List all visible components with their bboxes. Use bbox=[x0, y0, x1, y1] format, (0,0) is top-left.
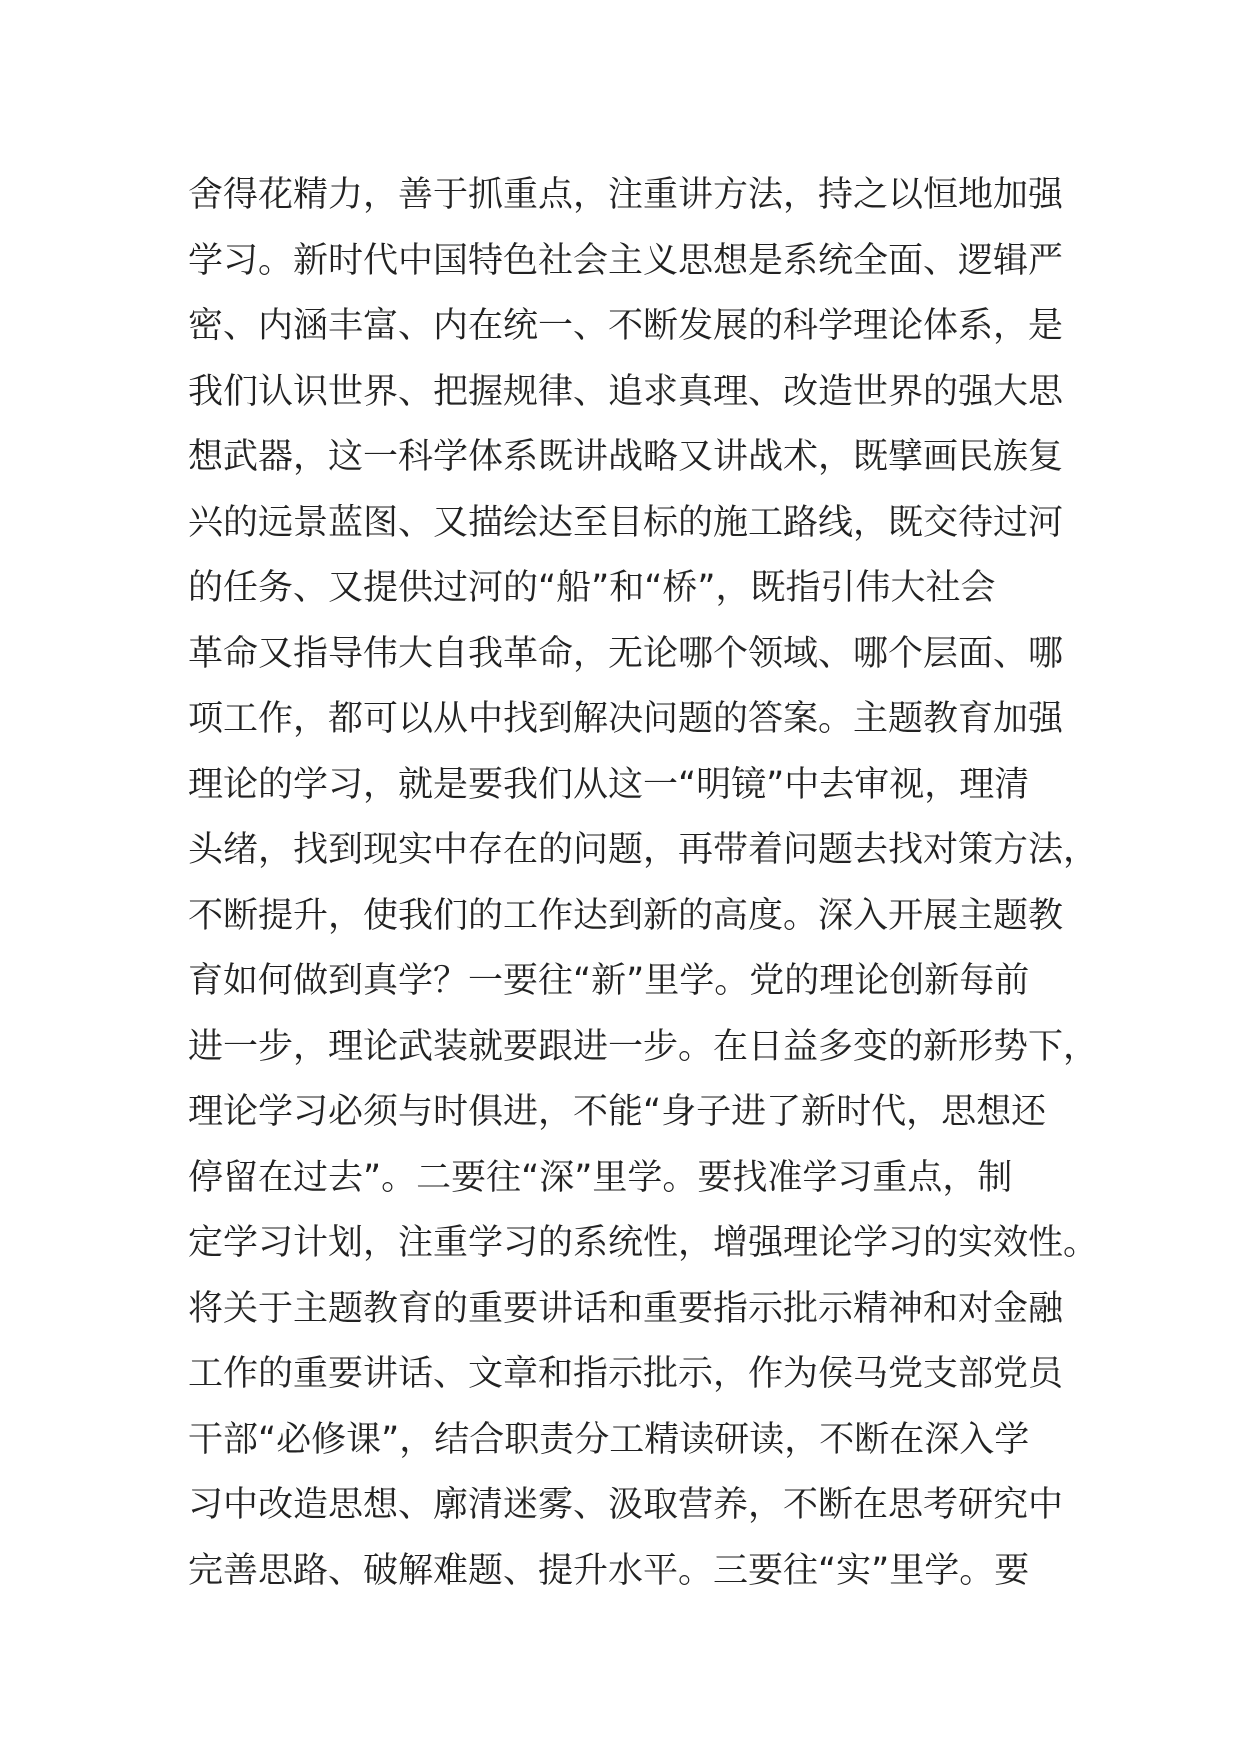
paragraph-line: 习中改造思想、廓清迷雾、汲取营养，不断在思考研究中 bbox=[188, 1485, 1064, 1525]
paragraph-line: 革命又指导伟大自我革命，无论哪个领域、哪个层面、哪 bbox=[188, 633, 1064, 674]
paragraph-line: 理论学习必须与时俱进，不能“身子进了新时代，思想还 bbox=[188, 1092, 1047, 1132]
paragraph-line: 的任务、又提供过河的“船”和“桥”，既指引伟大社会 bbox=[188, 568, 996, 608]
paragraph-line: 不断提升，使我们的工作达到新的高度。深入开展主题教 bbox=[188, 895, 1064, 936]
paragraph-line: 将关于主题教育的重要讲话和重要指示批示精神和对金融 bbox=[188, 1288, 1064, 1329]
paragraph-line: 我们认识世界、把握规律、追求真理、改造世界的强大思 bbox=[188, 371, 1064, 412]
paragraph-line: 干部“必修课”，结合职责分工精读研读，不断在深入学 bbox=[188, 1419, 1030, 1460]
paragraph-line: 停留在过去”。二要往“深”里学。要找准学习重点，制 bbox=[188, 1157, 1013, 1198]
paragraph-line: 育如何做到真学？一要往“新”里学。党的理论创新每前 bbox=[188, 961, 1030, 1001]
paragraph-line: 工作的重要讲话、文章和指示批示，作为侯马党支部党员 bbox=[188, 1354, 1064, 1394]
paragraph-line: 舍得花精力，善于抓重点，注重讲方法，持之以恒地加强 bbox=[188, 175, 1064, 215]
paragraph-line: 密、内涵丰富、内在统一、不断发展的科学理论体系，是 bbox=[188, 306, 1064, 346]
body-paragraph bbox=[188, 163, 1099, 1604]
paragraph-line: 理论的学习，就是要我们从这一“明镜”中去审视，理清 bbox=[188, 764, 1030, 805]
paragraph-line: 兴的远景蓝图、又描绘达至目标的施工路线，既交待过河 bbox=[188, 502, 1064, 543]
paragraph-line: 进一步，理论武装就要跟进一步。在日益多变的新形势下， bbox=[188, 1026, 1099, 1067]
paragraph-line: 完善思路、破解难题、提升水平。三要往“实”里学。要 bbox=[188, 1550, 1030, 1591]
paragraph-line: 学习。新时代中国特色社会主义思想是系统全面、逻辑严 bbox=[188, 240, 1064, 281]
paragraph-line: 项工作，都可以从中找到解决问题的答案。主题教育加强 bbox=[188, 699, 1064, 739]
paragraph-line: 定学习计划，注重学习的系统性，增强理论学习的实效性。 bbox=[188, 1223, 1099, 1263]
paragraph-line: 想武器，这一科学体系既讲战略又讲战术，既擘画民族复 bbox=[188, 437, 1064, 477]
paragraph-line: 头绪，找到现实中存在的问题，再带着问题去找对策方法， bbox=[188, 830, 1099, 870]
